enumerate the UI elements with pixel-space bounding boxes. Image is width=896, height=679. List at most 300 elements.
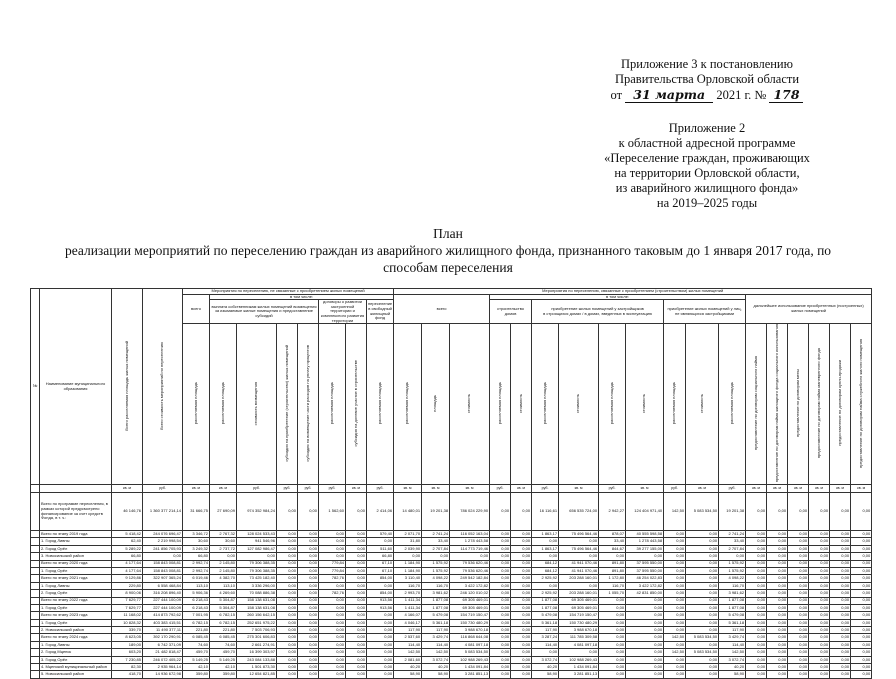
value-cell: 2 767,32 bbox=[210, 531, 237, 538]
value-cell: 4 046,17 bbox=[394, 619, 422, 626]
vh-pr-4: предоставление по договорам найма маневренного фонда bbox=[809, 324, 830, 485]
value-cell: 0,00 bbox=[767, 582, 788, 589]
value-cell: 0,00 bbox=[490, 671, 511, 678]
table-row bbox=[31, 641, 872, 648]
value-cell: 4 081 097,18 bbox=[559, 641, 599, 648]
value-cell: 684,12 bbox=[532, 567, 559, 574]
value-cell: 37 595 550,00 bbox=[626, 567, 664, 574]
value-cell: 0,00 bbox=[511, 531, 532, 538]
value-cell: 0,00 bbox=[319, 664, 346, 671]
value-cell: 0,00 bbox=[511, 664, 532, 671]
value-cell: 0,00 bbox=[851, 575, 872, 582]
value-cell: 0,00 bbox=[490, 634, 511, 641]
value-cell: 114,40 bbox=[394, 641, 422, 648]
value-cell: 243 084 133,88 bbox=[237, 656, 277, 663]
unit-cell: кв. м bbox=[394, 485, 422, 493]
unit-cell: руб. bbox=[367, 485, 394, 493]
value-cell: 779,84 bbox=[319, 560, 346, 567]
value-cell: 79 536 620,46 bbox=[450, 560, 490, 567]
municipality-cell: 2. Новосильский район bbox=[40, 627, 112, 634]
value-cell: 0,00 bbox=[277, 538, 298, 545]
value-cell: 116 052 163,04 bbox=[450, 531, 490, 538]
value-cell: 0,00 bbox=[830, 671, 851, 678]
value-cell: 142,50 bbox=[422, 649, 450, 656]
value-cell: 0,00 bbox=[664, 553, 686, 560]
value-cell: 0,00 bbox=[367, 649, 394, 656]
value-cell: 4 382,70 bbox=[210, 575, 237, 582]
plan-title: План bbox=[433, 226, 463, 241]
value-cell: 0,00 bbox=[367, 612, 394, 619]
value-cell: 0,00 bbox=[626, 641, 664, 648]
value-cell: 1 411,34 bbox=[394, 597, 422, 604]
value-cell: 0,00 bbox=[298, 531, 319, 538]
table-row bbox=[31, 627, 872, 634]
value-cell: 0,00 bbox=[788, 649, 809, 656]
value-cell: 0,00 bbox=[788, 493, 809, 531]
vh-area-8: расселяемая площадь bbox=[532, 324, 559, 485]
value-cell: 0,00 bbox=[277, 493, 298, 531]
unit-cell: кв. м bbox=[830, 485, 851, 493]
from-label: от bbox=[610, 88, 623, 102]
g1-compensation: выплата собственникам жилых помещений возмещения за изымаемые жилые помещения и предоставление субсидий bbox=[210, 300, 319, 324]
value-cell: 5 361,18 bbox=[719, 619, 746, 626]
value-cell: 127 082 986,47 bbox=[237, 545, 277, 552]
value-cell: 67,10 bbox=[367, 560, 394, 567]
value-cell: 5 149,25 bbox=[210, 656, 237, 663]
value-cell: 229,80 bbox=[112, 582, 143, 589]
value-cell: 189,00 bbox=[112, 641, 143, 648]
value-cell: 46 146,76 bbox=[112, 493, 143, 531]
value-cell: 5 083 534,50 bbox=[686, 649, 719, 656]
value-cell: 854,00 bbox=[367, 590, 394, 597]
value-cell: 11 490 377,11 bbox=[143, 627, 183, 634]
value-cell: 5 083 534,50 bbox=[686, 493, 719, 531]
value-cell: 6 782,15 bbox=[183, 619, 210, 626]
value-cell: 142,50 bbox=[664, 493, 686, 531]
value-cell: 0,00 bbox=[767, 664, 788, 671]
value-cell: 0,00 bbox=[298, 545, 319, 552]
value-cell: 974 352 984,24 bbox=[237, 493, 277, 531]
value-cell: 114,40 bbox=[719, 641, 746, 648]
value-cell: 0,00 bbox=[298, 590, 319, 597]
value-cell: 0,00 bbox=[626, 604, 664, 611]
value-cell: 0,00 bbox=[686, 641, 719, 648]
value-cell: 0,00 bbox=[686, 553, 719, 560]
value-cell: 2 071,70 bbox=[394, 531, 422, 538]
value-cell: 252 651 975,22 bbox=[237, 619, 277, 626]
unit-cell: руб. bbox=[277, 485, 298, 493]
value-cell: 0,00 bbox=[788, 656, 809, 663]
value-cell: 0,00 bbox=[664, 612, 686, 619]
value-cell: 0,00 bbox=[626, 656, 664, 663]
col-no: № bbox=[31, 289, 40, 485]
value-cell: 0,00 bbox=[490, 619, 511, 626]
value-cell: 244 076 696,47 bbox=[143, 531, 183, 538]
value-cell: 3 110,40 bbox=[394, 575, 422, 582]
value-cell: 0,00 bbox=[746, 671, 767, 678]
value-cell: 2 707,84 bbox=[719, 545, 746, 552]
municipality-cell: 2. Город Орёл bbox=[40, 590, 112, 597]
table-row bbox=[31, 671, 872, 678]
unit-cell: руб. bbox=[237, 485, 277, 493]
value-cell: 0,00 bbox=[830, 649, 851, 656]
value-cell: 0,00 bbox=[511, 604, 532, 611]
value-cell: 0,00 bbox=[511, 649, 532, 656]
appendix-2-line5: из аварийного жилищного фонда» bbox=[615, 181, 799, 195]
value-cell: 0,00 bbox=[490, 612, 511, 619]
value-cell: 0,00 bbox=[851, 560, 872, 567]
value-cell: 1 863,17 bbox=[532, 545, 559, 552]
appendix-2-line1: Приложение 2 bbox=[668, 121, 746, 135]
value-cell: 79 536 620,46 bbox=[450, 567, 490, 574]
value-cell: 0,00 bbox=[298, 567, 319, 574]
value-cell: 0,00 bbox=[788, 641, 809, 648]
table-row bbox=[31, 575, 872, 582]
value-cell: 1 575,92 bbox=[719, 567, 746, 574]
value-cell: 16 116,61 bbox=[532, 493, 559, 531]
value-cell: 0,00 bbox=[511, 553, 532, 560]
value-cell: 5 304,87 bbox=[210, 597, 237, 604]
value-cell: 0,00 bbox=[830, 634, 851, 641]
plan-subtitle-line2: способам переселения bbox=[383, 260, 513, 275]
value-cell: 0,00 bbox=[346, 560, 367, 567]
value-cell: 878,07 bbox=[599, 531, 626, 538]
value-cell: 0,00 bbox=[686, 627, 719, 634]
value-cell: 941 546,96 bbox=[237, 538, 277, 545]
value-cell: 0,00 bbox=[664, 604, 686, 611]
value-cell: 0,00 bbox=[599, 612, 626, 619]
vh-cost-8: стоимость bbox=[559, 324, 599, 485]
value-cell: 0,00 bbox=[664, 538, 686, 545]
value-cell: 7 503 706,93 bbox=[237, 627, 277, 634]
row-number-cell bbox=[31, 553, 40, 560]
value-cell: 0,00 bbox=[809, 538, 830, 545]
value-cell: 3 281 851,13 bbox=[559, 671, 599, 678]
value-cell: 0,00 bbox=[851, 634, 872, 641]
value-cell: 0,00 bbox=[346, 538, 367, 545]
value-cell: 4 269,60 bbox=[210, 590, 237, 597]
value-cell: 0,00 bbox=[319, 597, 346, 604]
value-cell: 0,00 bbox=[599, 604, 626, 611]
value-cell: 75 496 564,46 bbox=[559, 545, 599, 552]
value-cell: 0,00 bbox=[490, 582, 511, 589]
unit-cell: руб. bbox=[664, 485, 686, 493]
value-cell: 1 434 091,84 bbox=[559, 664, 599, 671]
vh-area-3: расселяемая площадь bbox=[319, 324, 346, 485]
value-cell: 5 289,22 bbox=[112, 545, 143, 552]
row-number-cell bbox=[31, 634, 40, 641]
value-cell: 0,00 bbox=[809, 567, 830, 574]
municipality-cell: Всего по этапу 2024 года bbox=[40, 634, 112, 641]
value-cell: 0,00 bbox=[746, 597, 767, 604]
value-cell: 0,00 bbox=[746, 531, 767, 538]
value-cell: 0,00 bbox=[490, 627, 511, 634]
municipality-cell: 1. Город Орёл bbox=[40, 619, 112, 626]
value-cell: 58,90 bbox=[532, 671, 559, 678]
value-cell: 69 305 469,01 bbox=[450, 604, 490, 611]
value-cell: 6 218,43 bbox=[183, 597, 210, 604]
value-cell: 3 072,74 bbox=[422, 656, 450, 663]
value-cell: 0,00 bbox=[830, 612, 851, 619]
value-cell: 0,00 bbox=[367, 656, 394, 663]
value-cell: 0,00 bbox=[277, 545, 298, 552]
unit-cell: кв. м bbox=[511, 485, 532, 493]
value-cell: 0,00 bbox=[746, 590, 767, 597]
value-cell: 0,00 bbox=[851, 604, 872, 611]
row-number-cell bbox=[31, 627, 40, 634]
value-cell: 0,00 bbox=[511, 538, 532, 545]
appendix-2-line2: к областной адресной программе bbox=[618, 136, 796, 150]
value-cell: 459,70 bbox=[210, 649, 237, 656]
value-cell: 116,70 bbox=[599, 582, 626, 589]
value-cell: 0,00 bbox=[686, 619, 719, 626]
value-cell: 0,00 bbox=[626, 619, 664, 626]
value-cell: 0,00 bbox=[532, 538, 559, 545]
value-cell: 2 925,92 bbox=[532, 590, 559, 597]
resolution-date-line bbox=[582, 87, 832, 103]
value-cell: 0,00 bbox=[830, 553, 851, 560]
unit-cell: кв. м bbox=[183, 485, 210, 493]
value-cell: 891,80 bbox=[599, 567, 626, 574]
value-cell: 221,80 bbox=[183, 627, 210, 634]
value-cell: 0,00 bbox=[830, 597, 851, 604]
value-cell: 69 305 469,01 bbox=[559, 604, 599, 611]
unit-cell: руб. bbox=[599, 485, 626, 493]
value-cell: 403 383 415,51 bbox=[143, 619, 183, 626]
value-cell: 0,00 bbox=[686, 604, 719, 611]
value-cell: 0,00 bbox=[664, 641, 686, 648]
municipality-cell: Всего по этапу 2021 года bbox=[40, 575, 112, 582]
value-cell: 0,00 bbox=[809, 612, 830, 619]
unit-cell: кв. м bbox=[746, 485, 767, 493]
table-row bbox=[31, 545, 872, 552]
value-cell: 0,00 bbox=[559, 649, 599, 656]
value-cell: 0,00 bbox=[746, 641, 767, 648]
table-row bbox=[31, 538, 872, 545]
unit-cell: кв. м bbox=[767, 485, 788, 493]
value-cell: 14 936 672,98 bbox=[143, 671, 183, 678]
value-cell: 0,00 bbox=[532, 582, 559, 589]
value-cell: 42 831 850,00 bbox=[626, 590, 664, 597]
value-cell: 0,00 bbox=[788, 582, 809, 589]
value-cell: 41 941 070,46 bbox=[559, 567, 599, 574]
value-cell: 0,00 bbox=[664, 567, 686, 574]
value-cell: 414 873 792,62 bbox=[143, 612, 183, 619]
vh-area-11: расселяемая площадь bbox=[719, 324, 746, 485]
value-cell: 782,76 bbox=[319, 575, 346, 582]
value-cell: 0,00 bbox=[490, 664, 511, 671]
value-cell: 66,80 bbox=[183, 553, 210, 560]
value-cell: 1 575,92 bbox=[719, 560, 746, 567]
value-cell: 3 422 172,82 bbox=[450, 582, 490, 589]
value-cell: 0,00 bbox=[367, 619, 394, 626]
value-cell: 0,00 bbox=[809, 649, 830, 656]
row-number-cell bbox=[31, 597, 40, 604]
value-cell: 66,80 bbox=[112, 553, 143, 560]
table-row bbox=[31, 560, 872, 567]
value-cell: 5 361,18 bbox=[422, 619, 450, 626]
value-cell: 0,00 bbox=[298, 627, 319, 634]
value-cell: 246 072 405,22 bbox=[143, 656, 183, 663]
value-cell: 150 730 480,29 bbox=[450, 619, 490, 626]
appendix-2-line3: «Переселение граждан, проживающих bbox=[604, 151, 810, 165]
value-cell: 30,60 bbox=[210, 538, 237, 545]
value-cell: 0,00 bbox=[346, 597, 367, 604]
vh-sub-1: субсидия на приобретение (строительство) жилых помещений bbox=[277, 324, 298, 485]
appendix-2-line6: на 2019–2025 годы bbox=[656, 196, 758, 210]
value-cell: 117,90 bbox=[422, 627, 450, 634]
value-cell: 154 719 150,47 bbox=[559, 612, 599, 619]
value-cell: 0,00 bbox=[664, 545, 686, 552]
g2-further-use: дальнейшее использование приобретенных (построенных) жилых помещений bbox=[746, 294, 872, 324]
value-cell: 0,00 bbox=[277, 612, 298, 619]
value-cell: 0,00 bbox=[851, 567, 872, 574]
value-cell: 0,00 bbox=[809, 590, 830, 597]
value-cell: 0,00 bbox=[511, 627, 532, 634]
value-cell: 0,00 bbox=[599, 627, 626, 634]
value-cell: 5 083 534,50 bbox=[686, 634, 719, 641]
value-cell: 0,00 bbox=[851, 582, 872, 589]
value-cell: 0,00 bbox=[830, 567, 851, 574]
value-cell: 0,00 bbox=[511, 567, 532, 574]
value-cell: 0,00 bbox=[664, 664, 686, 671]
value-cell: 2 707,84 bbox=[422, 545, 450, 552]
value-cell: 0,00 bbox=[767, 619, 788, 626]
value-cell: 249 542 182,84 bbox=[450, 575, 490, 582]
value-cell: 158 138 631,08 bbox=[237, 604, 277, 611]
value-cell: 2 993,70 bbox=[394, 590, 422, 597]
value-cell: 0,00 bbox=[490, 545, 511, 552]
value-cell: 246 120 010,02 bbox=[450, 590, 490, 597]
value-cell: 0,00 bbox=[830, 538, 851, 545]
value-cell: 0,00 bbox=[746, 538, 767, 545]
value-cell: 0,00 bbox=[277, 597, 298, 604]
value-cell: 0,00 bbox=[851, 597, 872, 604]
value-cell: 0,00 bbox=[686, 538, 719, 545]
value-cell: 0,00 bbox=[277, 664, 298, 671]
value-cell: 913,56 bbox=[367, 597, 394, 604]
value-cell: 1 877,08 bbox=[532, 597, 559, 604]
value-cell: 2 081,60 bbox=[394, 656, 422, 663]
value-cell: 0,00 bbox=[319, 641, 346, 648]
value-cell: 0,00 bbox=[746, 649, 767, 656]
value-cell: 260 156 642,15 bbox=[237, 612, 277, 619]
value-cell: 0,00 bbox=[319, 634, 346, 641]
value-cell: 0,00 bbox=[511, 612, 532, 619]
value-cell: 0,00 bbox=[851, 538, 872, 545]
value-cell: 0,00 bbox=[664, 560, 686, 567]
value-cell: 0,00 bbox=[664, 627, 686, 634]
value-cell: 854,00 bbox=[367, 575, 394, 582]
value-cell: 6 085,45 bbox=[183, 634, 210, 641]
row-number-cell bbox=[31, 493, 40, 531]
value-cell: 0,00 bbox=[809, 575, 830, 582]
municipality-cell: Всего по программе переселения, в рамках которой предусмотрено финансирование за счет средств Фонда, в т. ч.: bbox=[40, 493, 112, 531]
value-cell: 0,00 bbox=[319, 553, 346, 560]
value-cell: 0,00 bbox=[809, 604, 830, 611]
value-cell: 33,40 bbox=[422, 538, 450, 545]
value-cell: 3 429,74 bbox=[719, 634, 746, 641]
value-cell: 158 138 631,08 bbox=[237, 597, 277, 604]
value-cell: 0,00 bbox=[788, 590, 809, 597]
value-cell: 0,00 bbox=[830, 531, 851, 538]
row-number-cell bbox=[31, 612, 40, 619]
value-cell: 0,00 bbox=[809, 560, 830, 567]
value-cell: 0,00 bbox=[599, 641, 626, 648]
value-cell: 0,00 bbox=[664, 619, 686, 626]
row-number-cell bbox=[31, 567, 40, 574]
table-row bbox=[31, 649, 872, 656]
value-cell: 79 306 388,35 bbox=[237, 560, 277, 567]
value-cell: 0,00 bbox=[367, 641, 394, 648]
value-cell: 0,00 bbox=[298, 656, 319, 663]
value-cell: 0,00 bbox=[237, 553, 277, 560]
value-cell: 0,00 bbox=[788, 671, 809, 678]
value-cell: 1 877,08 bbox=[532, 604, 559, 611]
value-cell: 0,00 bbox=[490, 575, 511, 582]
value-cell: 5 361,18 bbox=[532, 619, 559, 626]
value-cell: 0,00 bbox=[319, 656, 346, 663]
value-cell: 0,00 bbox=[686, 664, 719, 671]
municipality-cell: 1. Город Ливны bbox=[40, 582, 112, 589]
appendix-3-line1: Приложение 3 к постановлению bbox=[621, 57, 793, 71]
value-cell: 0,00 bbox=[626, 597, 664, 604]
value-cell: 0,00 bbox=[298, 597, 319, 604]
value-cell: 1 184,90 bbox=[394, 567, 422, 574]
g2-buy-developers: приобретение жилых помещений у застройщиков в строящихся домах / в домах, введенных в эксплуатацию bbox=[532, 300, 664, 324]
value-cell: 0,00 bbox=[367, 538, 394, 545]
vh-pr-3: предоставление по договорам мены bbox=[788, 324, 809, 485]
value-cell: 40,20 bbox=[532, 664, 559, 671]
value-cell: 2 219 998,54 bbox=[143, 538, 183, 545]
value-cell: 0,00 bbox=[490, 590, 511, 597]
value-cell: 0,00 bbox=[277, 619, 298, 626]
value-cell: 0,00 bbox=[851, 553, 872, 560]
value-cell: 203 288 160,01 bbox=[559, 575, 599, 582]
value-cell: 0,00 bbox=[490, 567, 511, 574]
value-cell: 0,00 bbox=[298, 582, 319, 589]
unit-blank bbox=[31, 485, 40, 493]
value-cell: 339,70 bbox=[112, 627, 143, 634]
value-cell: 0,00 bbox=[809, 664, 830, 671]
value-cell: 0,00 bbox=[599, 656, 626, 663]
value-cell: 5 906,36 bbox=[183, 590, 210, 597]
value-cell: 1 575,92 bbox=[422, 560, 450, 567]
value-cell: 0,00 bbox=[277, 582, 298, 589]
municipality-cell: Всего по этапу 2020 года bbox=[40, 560, 112, 567]
value-cell: 0,00 bbox=[277, 590, 298, 597]
vh-area-10: расселяемая площадь bbox=[664, 324, 686, 485]
value-cell: 0,00 bbox=[319, 604, 346, 611]
g1-incl: в том числе: bbox=[210, 294, 394, 300]
value-cell: 111 785 309,58 bbox=[559, 634, 599, 641]
value-cell: 0,00 bbox=[746, 560, 767, 567]
value-cell: 142,50 bbox=[719, 649, 746, 656]
value-cell: 0,00 bbox=[746, 545, 767, 552]
value-cell: 46 254 022,83 bbox=[626, 575, 664, 582]
value-cell: 0,00 bbox=[346, 590, 367, 597]
value-cell: 0,00 bbox=[830, 641, 851, 648]
value-cell: 6 742 371,09 bbox=[143, 641, 183, 648]
municipality-cell: 1. Город Ливны bbox=[40, 538, 112, 545]
value-cell: 1 501 873,30 bbox=[237, 664, 277, 671]
value-cell: 69 305 469,01 bbox=[450, 597, 490, 604]
value-cell: 0,00 bbox=[277, 641, 298, 648]
value-cell: 0,00 bbox=[851, 656, 872, 663]
value-cell: 3 336 296,00 bbox=[237, 582, 277, 589]
value-cell: 0,00 bbox=[830, 664, 851, 671]
value-cell: 0,00 bbox=[599, 649, 626, 656]
